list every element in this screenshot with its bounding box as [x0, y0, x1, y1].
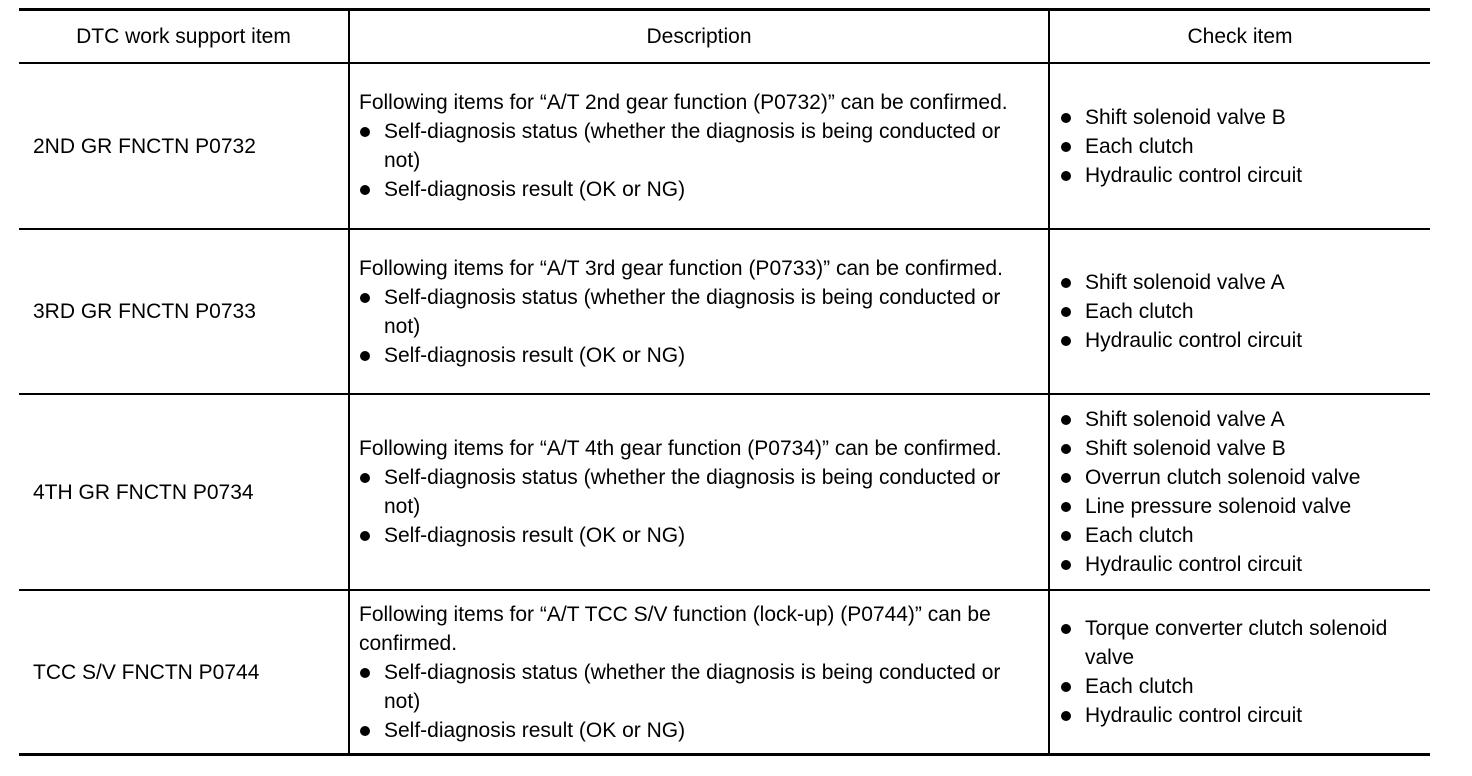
description-intro: Following items for “A/T 3rd gear function (P0733)” can be confirmed.	[359, 256, 1003, 280]
table-row	[19, 229, 1430, 394]
check-item: Shift solenoid valve A	[1060, 268, 1400, 297]
table-row	[19, 590, 1430, 755]
check-item: Shift solenoid valve B	[1060, 103, 1400, 132]
description-bullet-list	[359, 283, 1008, 370]
description-bullet: Self-diagnosis result (OK or NG)	[359, 341, 1008, 370]
description-bullet: Self-diagnosis result (OK or NG)	[359, 716, 1008, 745]
description-bullet-list	[359, 658, 1008, 745]
check-item-list	[1060, 103, 1400, 190]
dtc-item-cell: TCC S/V FNCTN P0744	[19, 590, 349, 755]
check-item: Hydraulic control circuit	[1060, 701, 1400, 730]
check-item-cell	[1049, 590, 1430, 755]
description-bullet: Self-diagnosis status (whether the diagnosis is being conducted or not)	[359, 463, 1008, 521]
check-item: Each clutch	[1060, 297, 1400, 326]
check-item: Each clutch	[1060, 132, 1400, 161]
dtc-item-cell: 2ND GR FNCTN P0732	[33, 134, 256, 158]
check-item: Each clutch	[1060, 672, 1400, 701]
check-item: Overrun clutch solenoid valve	[1060, 463, 1400, 492]
description-bullet-list	[359, 117, 1008, 204]
description-cell	[349, 229, 1049, 394]
description-intro: Following items for “A/T 4th gear function (P0734)” can be confirmed.	[359, 437, 1002, 460]
check-item-cell	[1049, 229, 1430, 394]
dtc-work-support-table	[19, 8, 1430, 756]
check-item: Torque converter clutch solenoid valve	[1060, 614, 1400, 672]
table-row	[19, 394, 1430, 590]
description-cell	[349, 63, 1049, 229]
check-item: Hydraulic control circuit	[1060, 326, 1400, 355]
description-bullet: Self-diagnosis result (OK or NG)	[359, 521, 1008, 550]
check-item-list	[1060, 405, 1400, 579]
description-bullet: Self-diagnosis status (whether the diagnosis is being conducted or not)	[359, 117, 1008, 175]
check-item: Shift solenoid valve B	[1060, 434, 1400, 463]
header-row	[19, 10, 1430, 64]
description-intro: Following items for “A/T TCC S/V function (lock-up) (P0744)” can be confirmed.	[359, 602, 991, 655]
check-item: Hydraulic control circuit	[1060, 550, 1400, 579]
description-bullet: Self-diagnosis status (whether the diagnosis is being conducted or not)	[359, 283, 1008, 341]
check-item-list	[1060, 614, 1400, 730]
header-check-item: Check item	[1049, 10, 1430, 64]
description-cell	[349, 590, 1049, 755]
header-dtc-work-support-item: DTC work support item	[19, 10, 349, 64]
description-bullet: Self-diagnosis result (OK or NG)	[359, 175, 1008, 204]
description-bullet: Self-diagnosis status (whether the diagnosis is being conducted or not)	[359, 658, 1008, 716]
check-item-list	[1060, 268, 1400, 355]
check-item-cell	[1049, 63, 1430, 229]
description-bullet-list	[359, 463, 1008, 550]
header-description: Description	[349, 10, 1049, 64]
check-item-cell	[1049, 394, 1430, 590]
dtc-item-cell: 4TH GR FNCTN P0734	[19, 394, 349, 590]
table-row	[19, 63, 1430, 229]
description-cell	[349, 394, 1049, 590]
check-item: Shift solenoid valve A	[1060, 405, 1400, 434]
check-item: Hydraulic control circuit	[1060, 161, 1400, 190]
check-item: Each clutch	[1060, 521, 1400, 550]
dtc-item-cell: 3RD GR FNCTN P0733	[19, 229, 349, 394]
description-intro: Following items for “A/T 2nd gear function (P0732)” can be confirmed.	[359, 91, 1008, 114]
check-item: Line pressure solenoid valve	[1060, 492, 1400, 521]
